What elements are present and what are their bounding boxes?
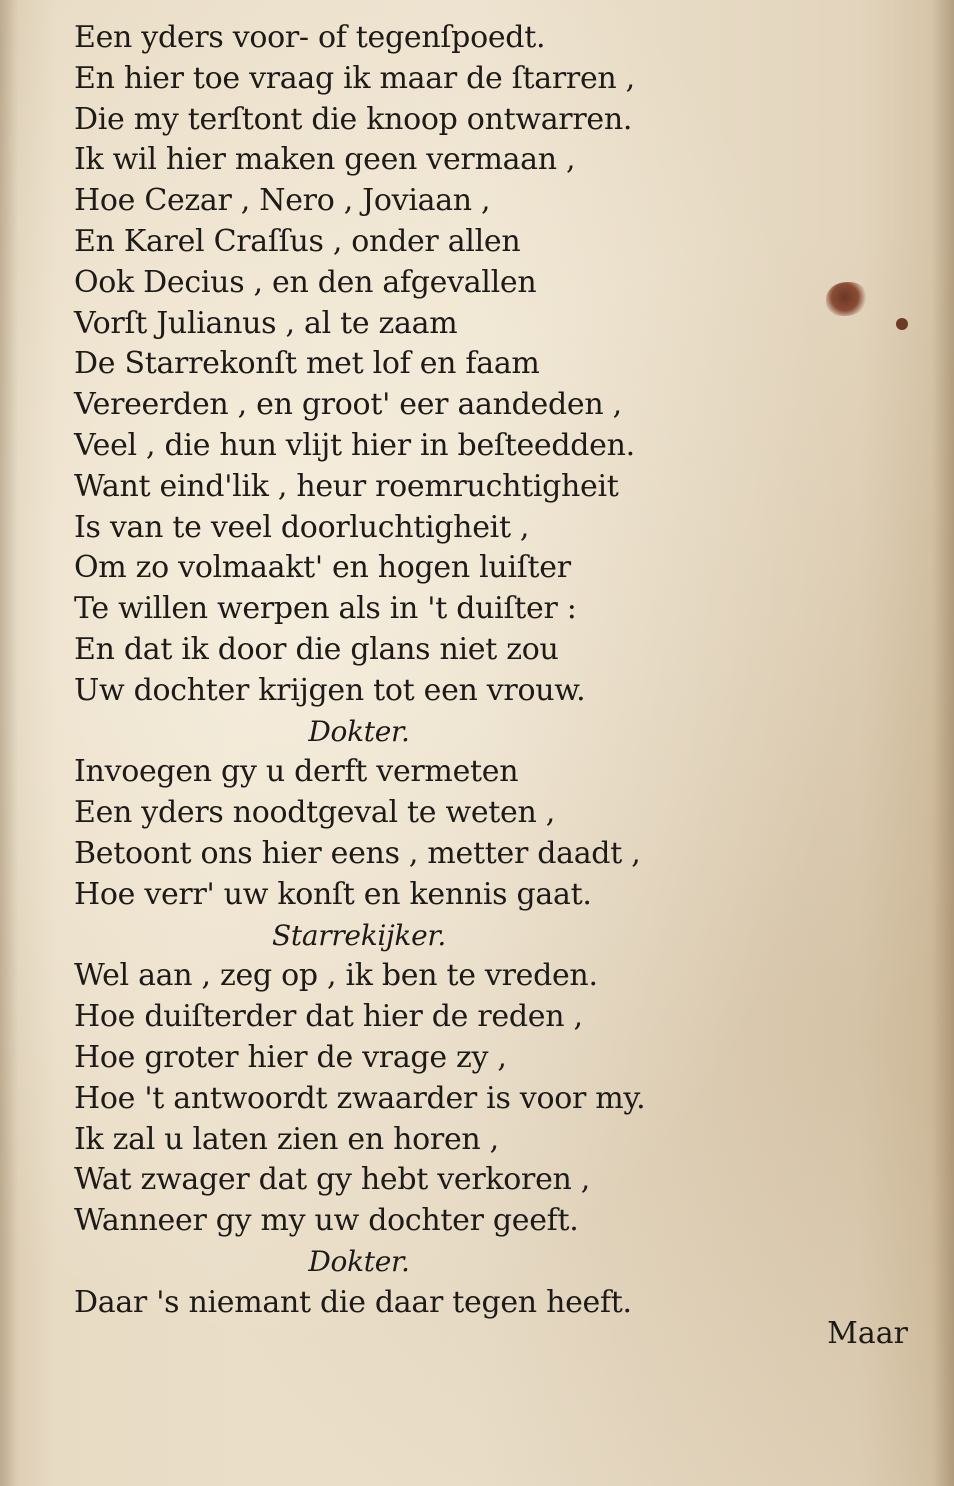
verse-line: Want eind'lik , heur roemruchtigheit — [74, 468, 619, 504]
verse-line: Ik zal u laten zien en horen , — [74, 1121, 499, 1157]
verse-line: Is van te veel doorluchtigheit , — [74, 509, 530, 545]
verse-line: De Starrekonſt met lof en faam — [74, 346, 540, 382]
verse-line: Hoe groter hier de vrage zy , — [74, 1039, 507, 1075]
ink-stain — [826, 282, 868, 316]
catchword: Maar — [827, 1316, 908, 1351]
verse-line: Vorſt Julianus , al te zaam — [74, 305, 458, 341]
verse-line: Die my terſtont die knoop ontwarren. — [74, 101, 633, 137]
speaker-heading: Dokter. — [308, 1244, 410, 1278]
verse-line: Wanneer gy my uw dochter geeft. — [74, 1203, 579, 1239]
verse-line: Hoe duiſterder dat hier de reden , — [74, 999, 583, 1035]
verse-line: Wel aan , zeg op , ik ben te vreden. — [74, 958, 598, 994]
verse-line: Vereerden , en groot' eer aandeden , — [74, 387, 622, 423]
verse-line: Te willen werpen als in 't duiſter : — [74, 591, 577, 627]
verse-line: En hier toe vraag ik maar de ſtarren , — [74, 60, 635, 96]
verse-line: Hoe Cezar , Nero , Joviaan , — [74, 183, 491, 219]
verse-line: Veel , die hun vlijt hier in beſteedden. — [74, 427, 635, 463]
verse-line: Ook Decius , en den afgevallen — [74, 264, 537, 300]
verse-line: Om zo volmaakt' en hogen luiſter — [74, 550, 571, 586]
verse-line: Uw dochter krijgen tot een vrouw. — [74, 672, 586, 708]
ink-stain-dot — [896, 318, 908, 330]
page-left-shadow — [0, 0, 18, 1486]
verse-text-block — [74, 18, 714, 1324]
verse-line: Hoe 't antwoordt zwaarder is voor my. — [74, 1080, 646, 1116]
verse-line: En dat ik door die glans niet zou — [74, 631, 559, 667]
verse-line: Invoegen gy u derft vermeten — [74, 754, 519, 790]
speaker-heading: Starrekijker. — [272, 918, 446, 952]
verse-line: Betoont ons hier eens , metter daadt , — [74, 835, 641, 871]
verse-line: Hoe verr' uw konſt en kennis gaat. — [74, 876, 592, 912]
verse-line: En Karel Craſſus , onder allen — [74, 223, 521, 259]
verse-line: Daar 's niemant die daar tegen heeft. — [74, 1284, 632, 1320]
verse-line: Wat zwager dat gy hebt verkoren , — [74, 1162, 591, 1198]
verse-line: Ik wil hier maken geen vermaan , — [74, 142, 576, 178]
speaker-heading: Dokter. — [308, 714, 410, 748]
verse-line: Een yders voor- of tegenſpoedt. — [74, 20, 546, 55]
page-right-shadow — [932, 0, 954, 1486]
verse-line: Een yders noodtgeval te weten , — [74, 795, 555, 831]
